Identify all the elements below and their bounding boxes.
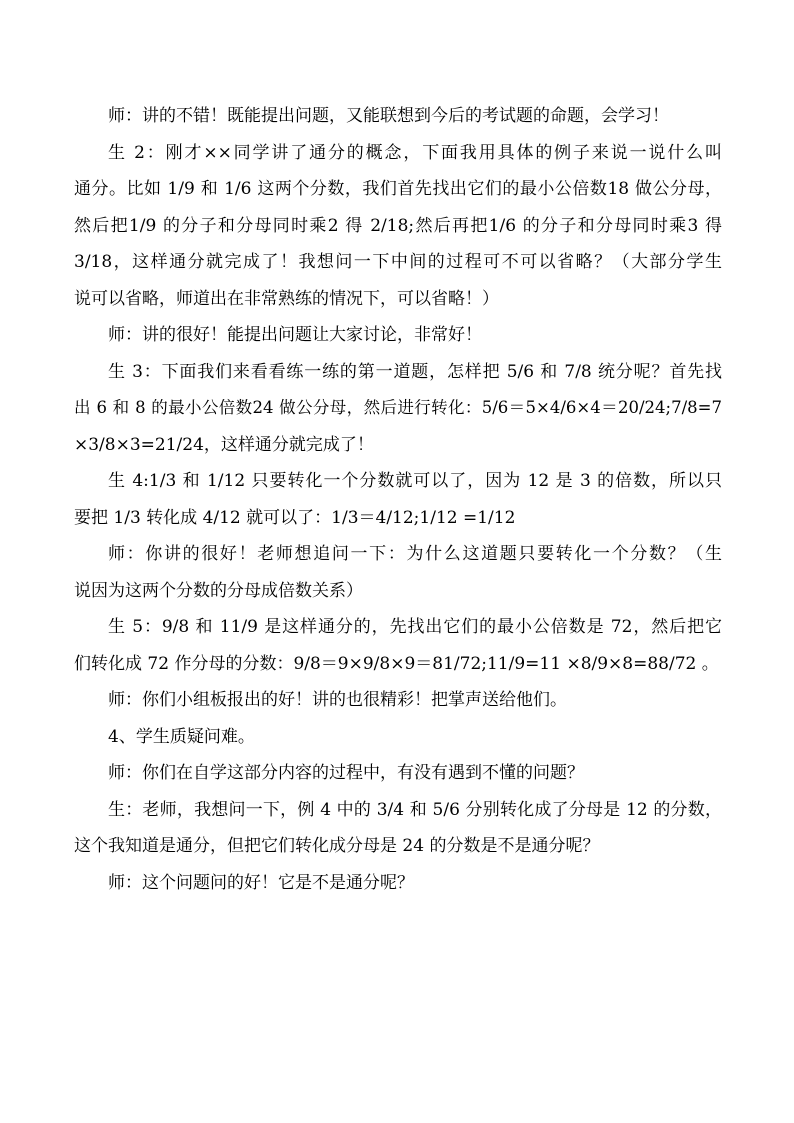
document-body xyxy=(74,98,722,901)
paragraph-line: 说因为这两个分数的分母成倍数关系） xyxy=(74,580,363,601)
paragraph-line: 师：你讲的很好！老师想追问一下：为什么这道题只要转化一个分数？（生 xyxy=(108,544,722,564)
paragraph-line: 这个我知道是通分，但把它们转化成分母是 24 的分数是不是通分呢？ xyxy=(74,836,600,856)
paragraph-line: 然后把1/9 的分子和分母同时乘2 得 2/18;然后再把1/6 的分子和分母同时乘3 得 xyxy=(74,215,722,236)
paragraph-line: 要把 1/3 转化成 4/12 就可以了：1/3＝4/12;1/12 =1/12 xyxy=(74,507,516,528)
paragraph-line: 师：讲的不错！既能提出问题，又能联想到今后的考试题的命题，会学习！ xyxy=(108,106,669,126)
paragraph-line: 师：讲的很好！能提出问题让大家讨论，非常好！ xyxy=(108,325,482,345)
paragraph-line: 生：老师，我想问一下，例 4 中的 3/4 和 5/6 分别转化成了分母是 12 的分数， xyxy=(108,799,722,820)
paragraph-line: 生 5：9/8 和 11/9 是这样通分的，先找出它们的最小公倍数是 72，然后把它 xyxy=(108,617,722,637)
paragraph-line: ×3/8×3=21/24，这样通分就完成了！ xyxy=(74,434,374,455)
paragraph-line: 生 3：下面我们来看看练一练的第一道题，怎样把 5/6 和 7/8 统分呢？首先找 xyxy=(108,361,722,382)
paragraph-line: 通分。比如 1/9 和 1/6 这两个分数，我们首先找出它们的最小公倍数18 做公分母， xyxy=(74,179,722,199)
section-heading: 4、学生质疑问难。 xyxy=(108,726,255,747)
paragraph-line: 生 4:1/3 和 1/12 只要转化一个分数就可以了，因为 12 是 3 的倍数，所以只 xyxy=(108,471,722,491)
paragraph-line: 出 6 和 8 的最小公倍数24 做公分母，然后进行转化：5/6＝5×4/6×4＝20/24;7/8=7 xyxy=(74,398,722,417)
paragraph-line: 们转化成 72 作分母的分数：9/8＝9×9/8×9＝81/72;11/9=11 ×8/9×8=88/72 。 xyxy=(74,653,719,674)
paragraph-line: 师：你们小组板报出的好！讲的也很精彩！把掌声送给他们。 xyxy=(108,690,567,710)
paragraph-line: 师：你们在自学这部分内容的过程中，有没有遇到不懂的问题？ xyxy=(108,763,584,783)
paragraph-line: 说可以省略，师道出在非常熟练的情况下，可以省略！） xyxy=(74,288,499,309)
paragraph-line: 师：这个问题问的好！它是不是通分呢？ xyxy=(108,872,414,893)
paragraph-line: 生 2：刚才××同学讲了通分的概念，下面我用具体的例子来说一说什么叫 xyxy=(108,142,722,163)
paragraph-line: 3/18，这样通分就完成了！我想问一下中间的过程可不可以省略？（大部分学生 xyxy=(74,252,722,272)
